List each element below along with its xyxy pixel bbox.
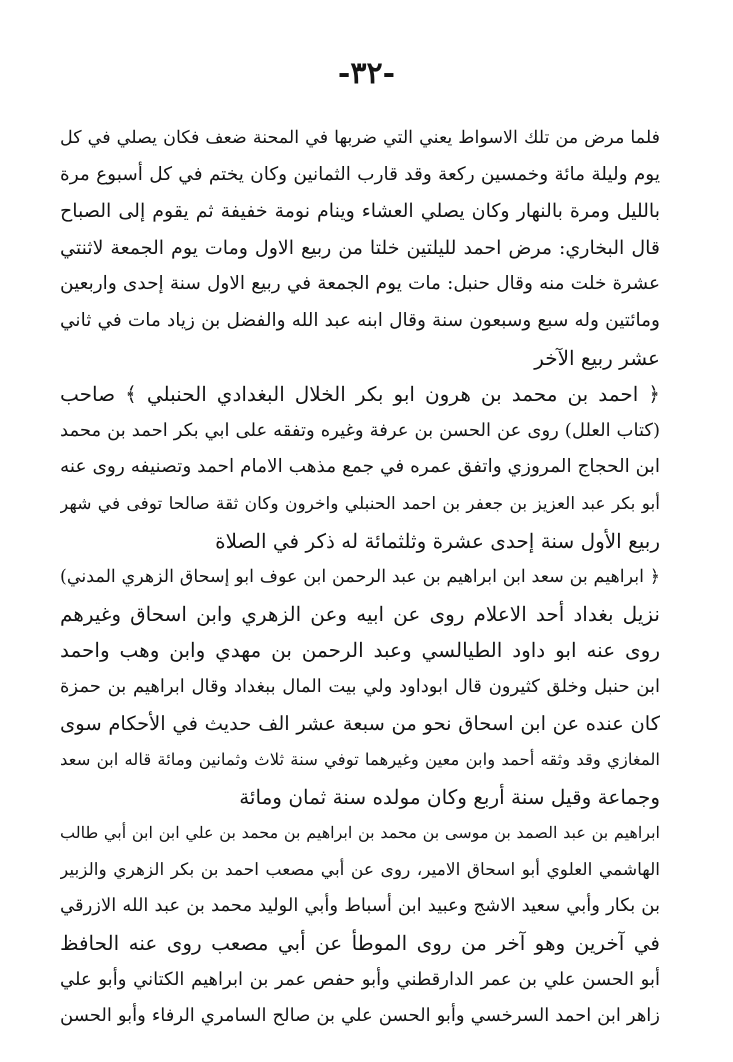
- text-line: وجماعة وقيل سنة أربع وكان مولده سنة ثمان ومائة: [239, 784, 660, 809]
- text-line: روى عنه ابو داود الطيالسي وعبد الرحمن بن مهدي وابن وهب واحمد: [60, 638, 660, 663]
- text-line: (كتاب العلل) روى عن الحسن بن عرفة وغيره وتفقه على ابي بكر احمد بن محمد: [60, 419, 660, 441]
- page-body-text: [60, 120, 660, 1035]
- entry-heading-line: ابراهيم بن عبد الصمد بن موسى بن محمد بن ابراهيم بن محمد بن علي ابن ابن أبي طالب: [60, 823, 660, 843]
- text-line: ابن حنبل وخلق كثيرون قال ابوداود ولي بيت المال ببغداد وقال ابراهيم بن حمزة: [60, 675, 660, 697]
- text-line: عشر ربيع الآخر: [534, 345, 660, 370]
- text-line: ابن الحجاج المروزي واتفق عمره في جمع مذهب الامام احمد وتصنيفه روى عنه: [60, 456, 660, 478]
- text-line: فلما مرض من تلك الاسواط يعني التي ضربها في المحنة ضعف فكان يصلي في كل: [60, 128, 660, 148]
- text-line: في آخرين وهو آخر من روى الموطأ عن أبي مصعب روى عنه الحافظ: [60, 931, 660, 956]
- text-line: قال البخاري: مرض احمد لليلتين خلتا من ربيع الاول ومات يوم الجمعة لاثنتي: [60, 236, 660, 259]
- text-line: نزيل بغداد أحد الاعلام روى عن ابيه وعن الزهري وابن اسحاق وغيرهم: [60, 601, 660, 626]
- text-line: كان عنده عن ابن اسحاق نحو من سبعة عشر الف حديث في الأحكام سوى: [60, 711, 660, 735]
- text-line: يوم وليلة مائة وخمسين ركعة وقد قارب الثمانين وكان يختم في كل أسبوع مرة: [60, 163, 660, 185]
- text-line: ربيع الأول سنة إحدى عشرة وثلثمائة له ذكر في الصلاة: [215, 528, 660, 553]
- text-line: عشرة خلت منه وقال حنبل: مات يوم الجمعة في ربيع الاول سنة إحدى واربعين: [60, 273, 660, 295]
- entry-heading-line: ﴿ احمد بن محمد بن هرون ابو بكر الخلال البغدادي الحنبلي ﴾ صاحب: [60, 382, 660, 407]
- text-line: بالليل ومرة بالنهار وكان يصلي العشاء وينام نومة خفيفة ثم يقوم إلى الصباح: [60, 200, 660, 223]
- text-line: ومائتين وله سبع وسبعون سنة وقال ابنه عبد الله والفضل بن زياد مات في ثاني: [60, 309, 660, 331]
- entry-heading-line: ﴿ ابراهيم بن سعد ابن ابراهيم بن عبد الرحمن ابن عوف ابو إسحاق الزهري المدني): [60, 567, 660, 588]
- text-line: بن بكار وأبي سعيد الاشج وعبيد ابن أسباط وأبي الوليد محمد بن عبد الله الازرقي: [60, 895, 660, 917]
- text-line: الهاشمي العلوي أبو اسحاق الامير، روى عن أبي مصعب احمد بن بكر الزهري والزبير: [60, 859, 660, 880]
- page-number: -٣٢-: [337, 56, 396, 91]
- text-line: أبو الحسن علي بن عمر الدارقطني وأبو حفص عمر بن ابراهيم الكتاني وأبو علي: [60, 968, 660, 990]
- text-line: زاهر ابن احمد السرخسي وأبو الحسن علي بن صالح السامري الرفاء وأبو الحسن: [60, 1005, 660, 1027]
- text-line: أبو بكر عبد العزيز بن جعفر بن احمد الحنبلي واخرون وكان ثقة صالحا توفى في شهر: [60, 493, 660, 514]
- text-line: المغازي وقد وثقه أحمد وابن معين وغيرهما توفي سنة ثلاث وثمانين ومائة قاله ابن سعد: [60, 750, 660, 770]
